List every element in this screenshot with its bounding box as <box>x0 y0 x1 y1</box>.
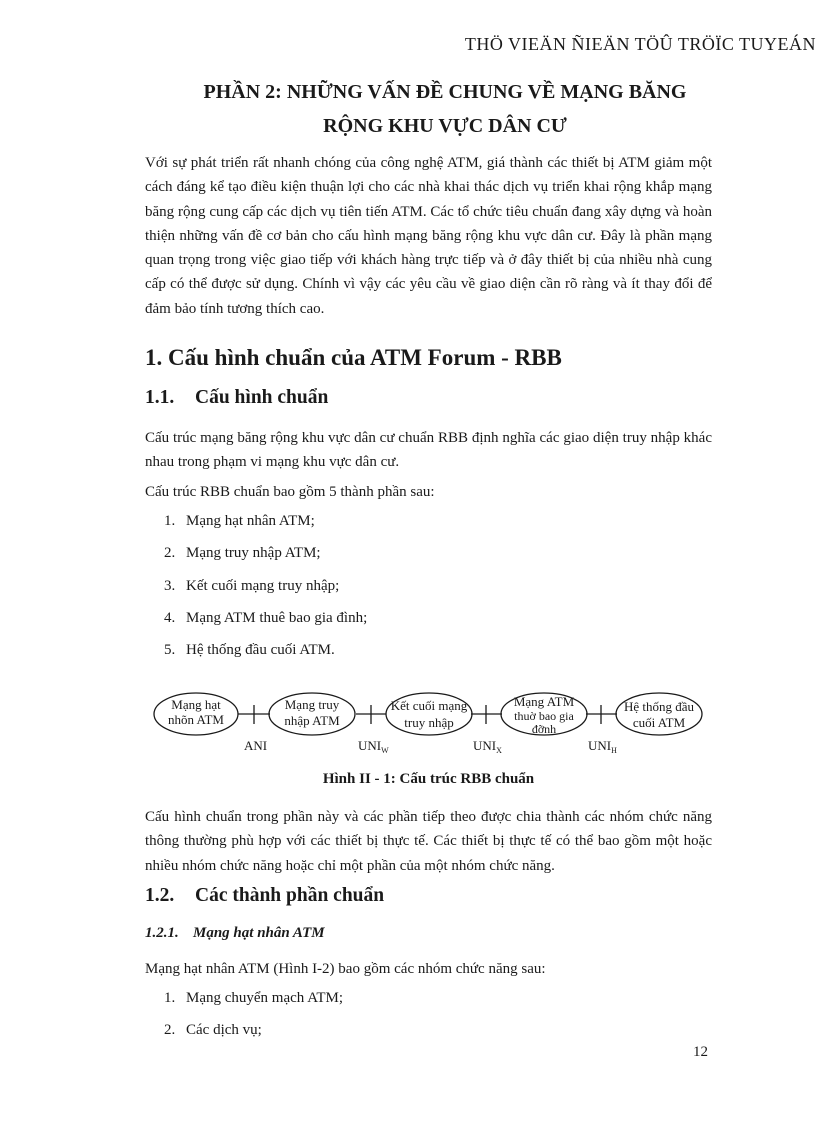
section-number: 1.2.1. <box>145 925 179 941</box>
node-label: nhõn ATM <box>168 712 224 727</box>
section-title: Cấu hình chuẩn <box>195 387 329 408</box>
node-label: nhập ATM <box>284 713 340 728</box>
section-1-1-heading <box>145 387 328 409</box>
interface-label: ANI <box>244 738 268 753</box>
list-item <box>164 578 339 595</box>
section-1-heading: 1. Cấu hình chuẩn của ATM Forum - RBB <box>145 345 562 370</box>
list-item <box>164 642 335 659</box>
list-text: Kết cuối mạng truy nhập; <box>186 578 340 594</box>
components-intro: Cấu trúc RBB chuẩn bao gồm 5 thành phần sau: <box>145 484 435 500</box>
section-number: 1.2. <box>145 885 175 906</box>
node-label: Hệ thống đầu <box>623 699 695 714</box>
list-text: Các dịch vụ; <box>186 1022 262 1038</box>
section-1-2-1-heading <box>145 925 325 942</box>
rbb-structure-diagram <box>140 688 720 758</box>
list-item <box>164 990 343 1007</box>
list-number: 1. <box>164 990 176 1006</box>
core-network-paragraph: Mạng hạt nhân ATM (Hình I-2) bao gồm các nhóm chức năng sau: <box>145 961 546 977</box>
part-title-line1: PHẦN 2: NHỮNG VẤN ĐỀ CHUNG VỀ MẠNG BĂNG <box>203 81 687 103</box>
node-label: thuờ bao gia <box>514 709 574 723</box>
node-label: Mạng truy <box>284 697 340 712</box>
interface-label: $UNI_X$ <box>473 738 502 755</box>
interface-label: $UNI_W$ <box>358 738 389 755</box>
node-label: cuối ATM <box>632 715 686 730</box>
list-text: Mạng hạt nhân ATM; <box>186 513 315 529</box>
figure-caption: Hình II - 1: Cấu trúc RBB chuẩn <box>322 771 535 787</box>
list-number: 4. <box>164 610 176 626</box>
list-text: Mạng truy nhập ATM; <box>186 545 321 561</box>
node-label: Mạng hạt <box>171 697 221 712</box>
config-paragraph: Cấu hình chuẩn trong phần này và các phần tiếp theo được chia thành các nhóm chức năng thông thường phù hợp với các thiết bị thực tế. Các thiết bị thực tế có thể bao gồm một hoặc nhiều nhóm chức năng hoặc chỉ một phần của một nhóm chức năng. <box>145 809 712 874</box>
list-text: Hệ thống đầu cuối ATM. <box>186 642 335 658</box>
list-number: 3. <box>164 578 176 594</box>
list-number: 1. <box>164 513 176 529</box>
rbb-definition-paragraph: Cấu trúc mạng băng rộng khu vực dân cư chuẩn RBB định nghĩa các giao diện truy nhập khác nhau trong phạm vi mạng khu vực dân cư. <box>145 430 712 471</box>
running-header: THÖ VIEÄN ÑIEÄN TÖÛ TRÖÏC TUYEÁN <box>464 34 816 54</box>
node-label: truy nhập <box>404 715 454 730</box>
section-1-2-heading <box>145 885 384 907</box>
section-number: 1.1. <box>145 387 175 408</box>
node-label: Kết cuối mạng <box>390 698 468 713</box>
list-text: Mạng ATM thuê bao gia đình; <box>186 610 368 626</box>
list-number: 2. <box>164 1022 176 1038</box>
intro-paragraph: Với sự phát triển rất nhanh chóng của công nghệ ATM, giá thành các thiết bị ATM giảm một cách đáng kể tạo điều kiện thuận lợi cho các nhà khai thác dịch vụ triển khai rộng khắp mạng băng rộng cung cấp các dịch vụ tiên tiến ATM. Các tổ chức tiêu chuẩn đang xây dựng và hoàn thiện những vấn đề cơ bản cho cấu hình mạng băng rộng khu vực dân cư. Đây là phần mạng quan trọng trong việc giao tiếp với khách hàng trực tiếp và ở đây thiết bị của nhiều nhà cung cấp có thể được sử dụng. Chính vì vậy các yêu cầu về giao diện cần rõ ràng và ít thay đổi để đảm bảo tính tương thích cao. <box>145 155 712 317</box>
list-text: Mạng chuyển mạch ATM; <box>186 990 344 1006</box>
section-title: Mạng hạt nhân ATM <box>193 925 325 941</box>
list-item <box>164 513 315 530</box>
node-label: Mạng ATM <box>513 694 575 709</box>
list-item <box>164 545 321 562</box>
list-item <box>164 610 367 627</box>
section-title: Các thành phần chuẩn <box>195 885 385 906</box>
list-number: 2. <box>164 545 176 561</box>
interface-label: $UNI_H$ <box>588 738 617 755</box>
part-title-line2: RỘNG KHU VỰC DÂN CƯ <box>323 115 567 137</box>
page-number: 12 <box>693 1044 708 1060</box>
list-item <box>164 1022 262 1039</box>
list-number: 5. <box>164 642 176 658</box>
node-label: đỡnh <box>531 722 557 736</box>
